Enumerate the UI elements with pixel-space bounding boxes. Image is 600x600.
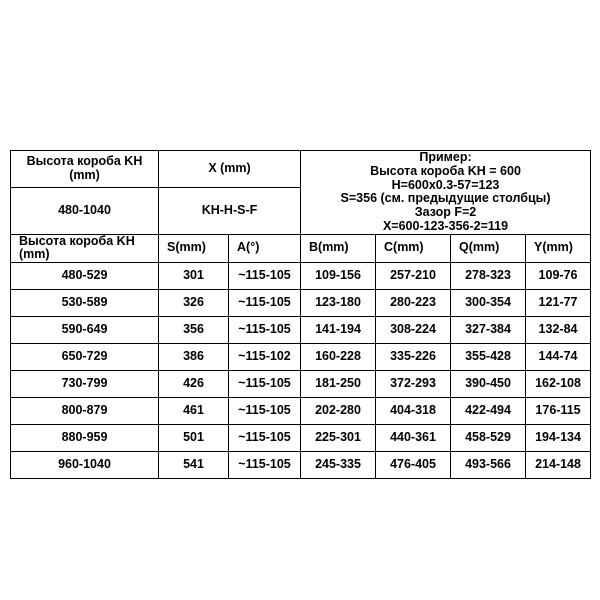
- example-note: [301, 151, 591, 235]
- cell-y: 194-134: [526, 425, 591, 452]
- cell-s: 461: [159, 398, 229, 425]
- cell-q: 422-494: [451, 398, 526, 425]
- column-header-q: Q(mm): [451, 234, 526, 263]
- cell-s: 501: [159, 425, 229, 452]
- cell-b: 181-250: [301, 371, 376, 398]
- cell-s: 356: [159, 317, 229, 344]
- cell-b: 225-301: [301, 425, 376, 452]
- cell-c: 440-361: [376, 425, 451, 452]
- cell-q: 493-566: [451, 452, 526, 479]
- cell-b: 160-228: [301, 344, 376, 371]
- cell-kh: 800-879: [11, 398, 159, 425]
- cell-y: 162-108: [526, 371, 591, 398]
- cell-a: ~115-105: [229, 425, 301, 452]
- top-header-x: X (mm): [159, 151, 301, 188]
- cell-b: 245-335: [301, 452, 376, 479]
- column-header-kh: Высота короба KH (mm): [11, 234, 159, 263]
- example-line-0: Пример:: [419, 150, 472, 164]
- specification-table: [10, 150, 591, 479]
- table-row: [11, 398, 591, 425]
- cell-a: ~115-105: [229, 452, 301, 479]
- top-value-x: KH-H-S-F: [159, 188, 301, 234]
- cell-c: 476-405: [376, 452, 451, 479]
- cell-s: 426: [159, 371, 229, 398]
- cell-kh: 960-1040: [11, 452, 159, 479]
- cell-c: 372-293: [376, 371, 451, 398]
- cell-s: 386: [159, 344, 229, 371]
- example-line-1: Высота короба KH = 600: [370, 163, 521, 178]
- top-block-header-row: [11, 151, 591, 188]
- top-header-kh: Высота короба KH (mm): [11, 151, 159, 188]
- cell-q: 458-529: [451, 425, 526, 452]
- cell-a: ~115-102: [229, 344, 301, 371]
- cell-kh: 650-729: [11, 344, 159, 371]
- cell-a: ~115-105: [229, 263, 301, 290]
- table-row: [11, 344, 591, 371]
- cell-kh: 530-589: [11, 290, 159, 317]
- table-row: [11, 263, 591, 290]
- top-value-kh: 480-1040: [11, 188, 159, 234]
- cell-c: 257-210: [376, 263, 451, 290]
- table-row: [11, 452, 591, 479]
- cell-b: 109-156: [301, 263, 376, 290]
- example-line-4: Зазор F=2: [414, 205, 477, 219]
- cell-kh: 880-959: [11, 425, 159, 452]
- spec-table-container: [10, 150, 590, 479]
- cell-a: ~115-105: [229, 398, 301, 425]
- cell-y: 176-115: [526, 398, 591, 425]
- example-line-2: H=600x0.3-57=123: [391, 177, 500, 192]
- cell-y: 214-148: [526, 452, 591, 479]
- cell-c: 404-318: [376, 398, 451, 425]
- column-header-a: A(°): [229, 234, 301, 263]
- column-header-y: Y(mm): [526, 234, 591, 263]
- cell-y: 109-76: [526, 263, 591, 290]
- cell-kh: 590-649: [11, 317, 159, 344]
- cell-s: 326: [159, 290, 229, 317]
- cell-b: 123-180: [301, 290, 376, 317]
- column-header-row: [11, 234, 591, 263]
- cell-y: 144-74: [526, 344, 591, 371]
- cell-y: 121-77: [526, 290, 591, 317]
- cell-c: 280-223: [376, 290, 451, 317]
- cell-s: 541: [159, 452, 229, 479]
- example-line-3: S=356 (см. предыдущие столбцы): [340, 191, 551, 206]
- column-header-c: C(mm): [376, 234, 451, 263]
- cell-y: 132-84: [526, 317, 591, 344]
- cell-q: 300-354: [451, 290, 526, 317]
- table-row: [11, 371, 591, 398]
- cell-q: 355-428: [451, 344, 526, 371]
- cell-q: 390-450: [451, 371, 526, 398]
- cell-a: ~115-105: [229, 371, 301, 398]
- cell-a: ~115-105: [229, 317, 301, 344]
- column-header-s: S(mm): [159, 234, 229, 263]
- cell-s: 301: [159, 263, 229, 290]
- cell-q: 327-384: [451, 317, 526, 344]
- cell-b: 202-280: [301, 398, 376, 425]
- cell-kh: 480-529: [11, 263, 159, 290]
- example-line-5: X=600-123-356-2=119: [382, 218, 509, 233]
- table-row: [11, 290, 591, 317]
- cell-kh: 730-799: [11, 371, 159, 398]
- cell-a: ~115-105: [229, 290, 301, 317]
- cell-c: 308-224: [376, 317, 451, 344]
- column-header-b: B(mm): [301, 234, 376, 263]
- table-row: [11, 317, 591, 344]
- cell-c: 335-226: [376, 344, 451, 371]
- cell-b: 141-194: [301, 317, 376, 344]
- cell-q: 278-323: [451, 263, 526, 290]
- table-row: [11, 425, 591, 452]
